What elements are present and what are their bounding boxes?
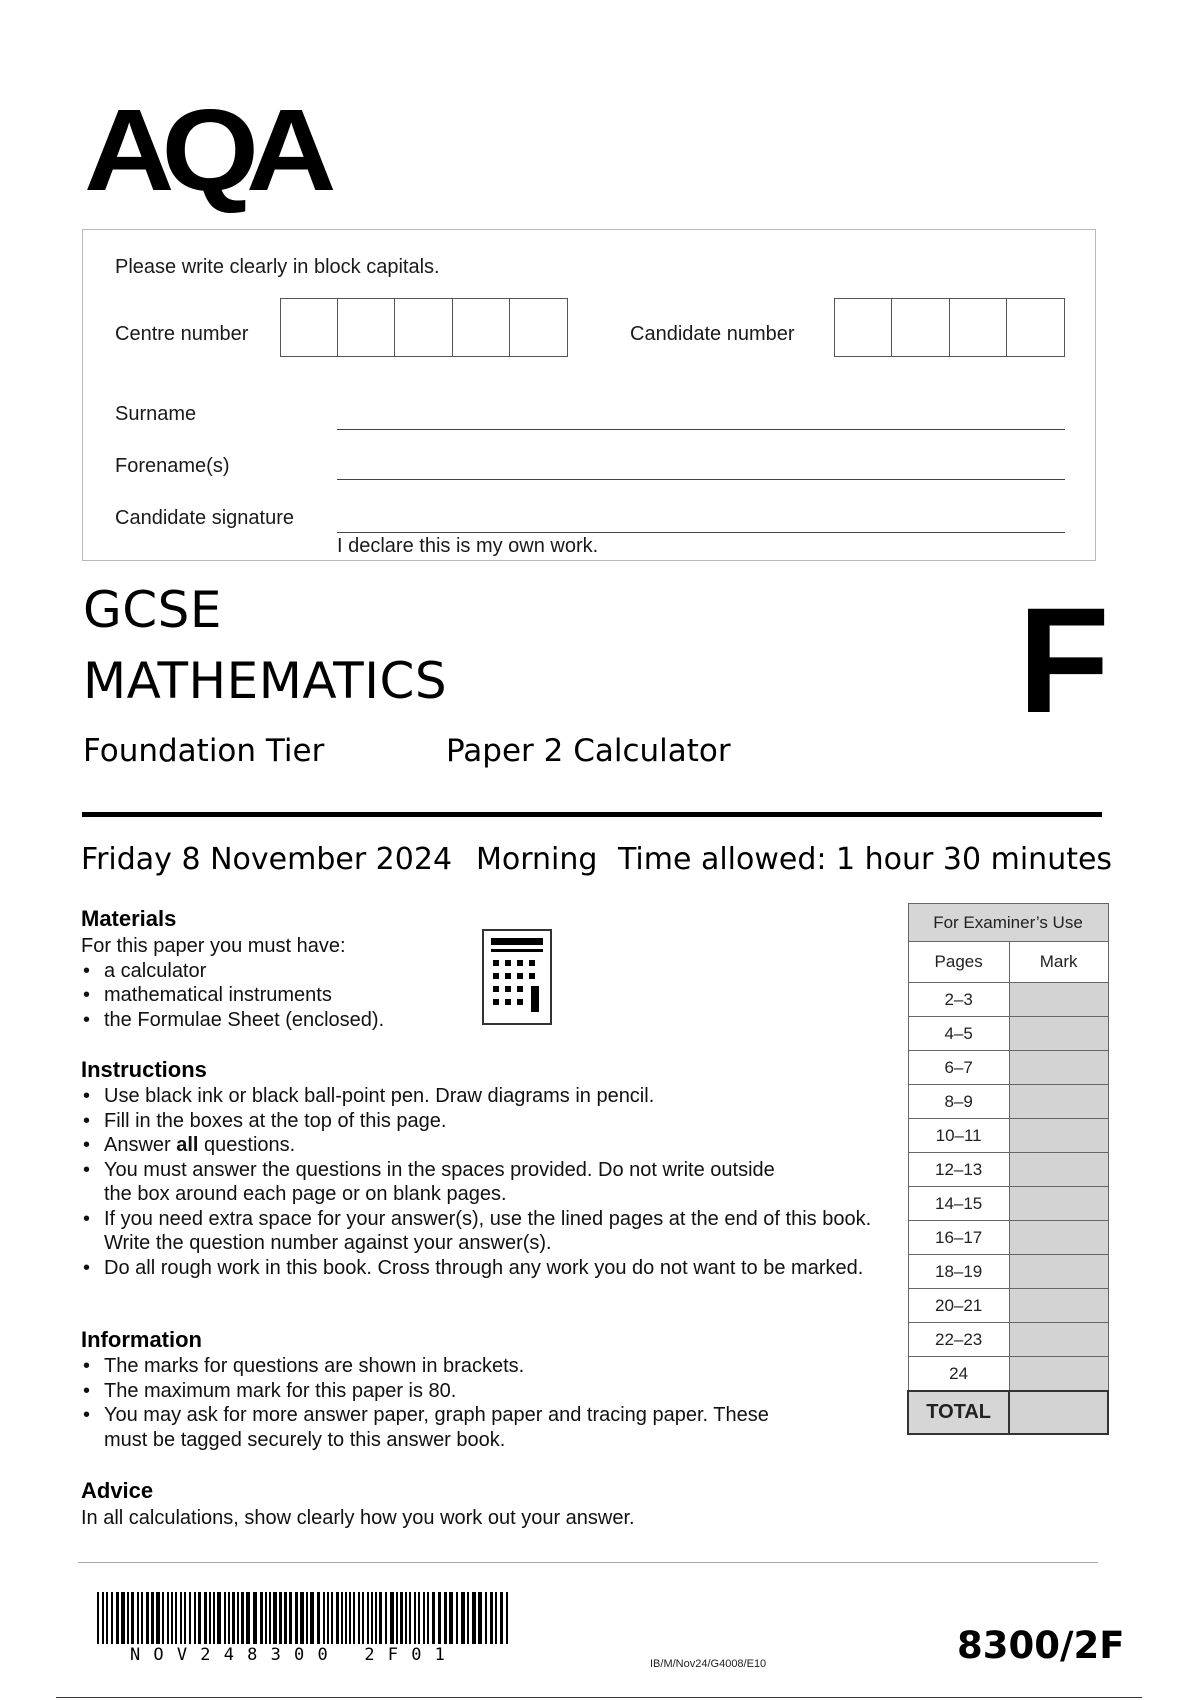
total-mark-cell	[1009, 1391, 1108, 1434]
barcode-bar	[371, 1592, 373, 1644]
barcode-bar	[111, 1592, 113, 1644]
candidate-number-cell[interactable]	[835, 299, 892, 356]
barcode-bar	[485, 1592, 487, 1644]
list-item: • mathematical instruments	[81, 983, 481, 1008]
mark-cell	[1009, 1085, 1108, 1119]
barcode-bar	[362, 1592, 364, 1644]
calculator-icon	[482, 929, 552, 1025]
table-row	[908, 1289, 1108, 1323]
barcode-bar	[358, 1592, 360, 1644]
table-row	[908, 1255, 1108, 1289]
barcode-bar	[279, 1592, 282, 1644]
pages-cell: 24	[908, 1357, 1009, 1392]
table-row	[908, 1153, 1108, 1187]
barcode-bar	[184, 1592, 186, 1644]
barcode-bar	[405, 1592, 407, 1644]
barcode-bar	[385, 1592, 387, 1644]
barcode-bar	[472, 1592, 476, 1644]
list-item: • You must answer the questions in the spaces provided. Do not write outside the box around each page or on blank pages.	[81, 1158, 784, 1207]
centre-number-boxes[interactable]	[280, 298, 568, 357]
barcode-bar	[336, 1592, 339, 1644]
mark-cell	[1009, 1153, 1108, 1187]
list-item: • Use black ink or black ball-point pen. Draw diagrams in pencil.	[81, 1084, 851, 1109]
table-row	[908, 1187, 1108, 1221]
mark-cell	[1009, 1323, 1108, 1357]
barcode-bar	[106, 1592, 108, 1644]
barcode-bar	[300, 1592, 304, 1644]
candidate-number-cell[interactable]	[1007, 299, 1064, 356]
barcode-bar	[156, 1592, 160, 1644]
barcode-bar	[171, 1592, 173, 1644]
time-allowed: Time allowed: 1 hour 30 minutes	[618, 842, 1113, 877]
instructions-list	[81, 1084, 872, 1280]
centre-number-cell[interactable]	[510, 299, 567, 356]
mark-cell	[1009, 1051, 1108, 1085]
barcode-bar	[116, 1592, 119, 1644]
centre-number-cell[interactable]	[281, 299, 338, 356]
list-item: • Fill in the boxes at the top of this page.	[81, 1109, 851, 1134]
signature-field[interactable]	[337, 532, 1065, 533]
barcode-bar	[232, 1592, 235, 1644]
list-item: • Do all rough work in this book. Cross through any work you do not want to be marked.	[81, 1256, 874, 1281]
block-capitals-instruction: Please write clearly in block capitals.	[115, 256, 440, 278]
barcode-bar	[217, 1592, 221, 1644]
barcode-bar	[478, 1592, 482, 1644]
barcode-bar	[284, 1592, 287, 1644]
barcode-bar	[349, 1592, 351, 1644]
barcode-bar	[495, 1592, 497, 1644]
list-item	[81, 1133, 851, 1158]
barcode-bar	[379, 1592, 382, 1644]
barcode-bar	[97, 1592, 99, 1644]
barcode-bar	[137, 1592, 139, 1644]
list-item: • If you need extra space for your answer(s), use the lined pages at the end of this book. Write the question number against your answer(s).	[81, 1207, 874, 1256]
barcode-bar	[295, 1592, 298, 1644]
barcode-bar	[331, 1592, 333, 1644]
information-heading: Information	[81, 1327, 202, 1352]
barcode-bar	[306, 1592, 308, 1644]
mark-cell	[1009, 1255, 1108, 1289]
barcode-bar	[400, 1592, 403, 1644]
aqa-logo: AQA	[84, 85, 324, 215]
pages-cell: 2–3	[908, 983, 1009, 1017]
exam-session: Morning	[476, 842, 598, 877]
barcode-bar	[289, 1592, 292, 1644]
barcode-bar	[209, 1592, 211, 1644]
barcode-bar	[449, 1592, 453, 1644]
tier-name: Foundation Tier	[83, 733, 325, 769]
instructions-heading: Instructions	[81, 1057, 207, 1082]
barcode-bar	[141, 1592, 143, 1644]
calculator-glyph	[484, 931, 550, 1023]
total-row	[908, 1391, 1108, 1434]
pages-cell: 10–11	[908, 1119, 1009, 1153]
barcode-bar	[127, 1592, 129, 1644]
pages-cell: 16–17	[908, 1221, 1009, 1255]
information-section	[81, 1354, 801, 1452]
table-row	[908, 1323, 1108, 1357]
centre-number-cell[interactable]	[338, 299, 395, 356]
barcode-bar	[224, 1592, 226, 1644]
table-row	[908, 1357, 1108, 1392]
barcode-bar	[180, 1592, 182, 1644]
forename-label: Forename(s)	[115, 455, 230, 477]
mark-cell	[1009, 1119, 1108, 1153]
barcode-bar	[456, 1592, 458, 1644]
list-item: • the Formulae Sheet (enclosed).	[81, 1008, 481, 1033]
materials-section	[81, 934, 481, 1032]
barcode-bar	[396, 1592, 398, 1644]
barcode-bar	[146, 1592, 149, 1644]
pages-cell: 20–21	[908, 1289, 1009, 1323]
barcode-bar	[194, 1592, 196, 1644]
barcode-bar	[367, 1592, 369, 1644]
barcode-bar	[375, 1592, 377, 1644]
materials-list	[81, 959, 481, 1033]
pages-cell: 12–13	[908, 1153, 1009, 1187]
subject-title: MATHEMATICS	[83, 652, 448, 710]
information-list	[81, 1354, 801, 1452]
barcode-bar	[269, 1592, 271, 1644]
forename-field[interactable]	[337, 479, 1065, 480]
mark-cell	[1009, 1187, 1108, 1221]
table-row	[908, 1085, 1108, 1119]
page-bottom-rule	[56, 1697, 1142, 1698]
surname-label: Surname	[115, 403, 197, 425]
barcode-bar	[260, 1592, 263, 1644]
total-label: TOTAL	[908, 1391, 1009, 1434]
barcode-bar	[162, 1592, 164, 1644]
examiner-use-table	[907, 903, 1109, 1435]
pages-cell: 8–9	[908, 1085, 1009, 1119]
barcode-bar	[490, 1592, 493, 1644]
list-item: • a calculator	[81, 959, 481, 984]
barcode-bar	[423, 1592, 425, 1644]
pages-cell: 14–15	[908, 1187, 1009, 1221]
barcode-bar	[323, 1592, 325, 1644]
barcode-bar	[409, 1592, 411, 1644]
barcode-bar	[237, 1592, 239, 1644]
barcode-bar	[461, 1592, 465, 1644]
barcode-bar	[500, 1592, 503, 1644]
barcode-bar	[438, 1592, 441, 1644]
table-row	[908, 1051, 1108, 1085]
mark-cell	[1009, 1289, 1108, 1323]
barcode-bar	[102, 1592, 104, 1644]
barcode-bar	[198, 1592, 201, 1644]
barcode-bar	[341, 1592, 343, 1644]
barcode-bar	[121, 1592, 125, 1644]
paper-code: 8300/2F	[957, 1624, 1125, 1667]
pages-column-header: Pages	[908, 942, 1009, 983]
barcode-bar	[265, 1592, 267, 1644]
table-row	[908, 1221, 1108, 1255]
candidate-number-cell[interactable]	[892, 299, 949, 356]
centre-number-cell[interactable]	[453, 299, 510, 356]
examiner-table-title: For Examiner’s Use	[908, 904, 1108, 942]
barcode-bar	[444, 1592, 447, 1644]
declaration-text: I declare this is my own work.	[337, 535, 599, 557]
barcode-bar	[345, 1592, 347, 1644]
barcode-bar	[131, 1592, 134, 1644]
signature-label: Candidate signature	[115, 507, 295, 529]
surname-field[interactable]	[337, 429, 1065, 430]
candidate-number-label: Candidate number	[630, 323, 795, 345]
qualification-title: GCSE	[83, 581, 222, 639]
barcode-bar	[418, 1592, 420, 1644]
barcode-bar	[353, 1592, 355, 1644]
barcode-bar	[467, 1592, 469, 1644]
barcode-bar	[246, 1592, 250, 1644]
barcode-image	[97, 1592, 511, 1650]
barcode-bar	[414, 1592, 416, 1644]
barcode-bar	[327, 1592, 329, 1644]
barcode-bar	[317, 1592, 320, 1644]
barcode-bar	[506, 1592, 508, 1644]
table-row	[908, 1119, 1108, 1153]
answer-all-prefix: Answer	[104, 1134, 177, 1156]
table-row	[908, 983, 1108, 1017]
barcode-bar	[175, 1592, 177, 1644]
centre-number-cell[interactable]	[395, 299, 452, 356]
barcode-bar	[427, 1592, 429, 1644]
instructions-section	[81, 1084, 872, 1280]
barcode-bar	[151, 1592, 154, 1644]
barcode-bar	[432, 1592, 435, 1644]
barcode-bar	[241, 1592, 244, 1644]
pages-cell: 22–23	[908, 1323, 1009, 1357]
mark-cell	[1009, 1017, 1108, 1051]
pages-cell: 18–19	[908, 1255, 1009, 1289]
barcode-bar	[273, 1592, 277, 1644]
candidate-number-boxes[interactable]	[834, 298, 1065, 357]
barcode-bar	[189, 1592, 191, 1644]
document-reference: IB/M/Nov24/G4008/E10	[650, 1658, 767, 1670]
materials-intro: For this paper you must have:	[81, 935, 346, 957]
footer-divider	[78, 1562, 1098, 1563]
centre-number-label: Centre number	[115, 323, 249, 345]
materials-heading: Materials	[81, 906, 177, 931]
barcode-text: NOV248300 2F01	[130, 1645, 459, 1665]
exam-date: Friday 8 November 2024	[81, 842, 453, 877]
paper-name: Paper 2 Calculator	[446, 733, 731, 769]
answer-all-bold: all	[176, 1134, 199, 1156]
list-item: • You may ask for more answer paper, graph paper and tracing paper. These must be tagged securely to this answer book.	[81, 1403, 784, 1452]
barcode-bar	[228, 1592, 230, 1644]
tier-letter: F	[1018, 576, 1110, 744]
barcode-bar	[390, 1592, 394, 1644]
barcode-bar	[253, 1592, 257, 1644]
title-divider	[82, 812, 1102, 817]
candidate-number-cell[interactable]	[950, 299, 1007, 356]
pages-cell: 4–5	[908, 1017, 1009, 1051]
mark-cell	[1009, 983, 1108, 1017]
pages-cell: 6–7	[908, 1051, 1009, 1085]
mark-column-header: Mark	[1009, 942, 1108, 983]
list-item: • The maximum mark for this paper is 80.	[81, 1379, 801, 1404]
table-row	[908, 1017, 1108, 1051]
mark-cell	[1009, 1221, 1108, 1255]
list-item: • The marks for questions are shown in brackets.	[81, 1354, 801, 1379]
barcode-bar	[167, 1592, 169, 1644]
barcode-bar	[204, 1592, 207, 1644]
mark-cell	[1009, 1357, 1108, 1392]
advice-text: In all calculations, show clearly how you work out your answer.	[81, 1507, 635, 1529]
barcode-bar	[310, 1592, 314, 1644]
answer-all-suffix: questions.	[198, 1134, 296, 1156]
barcode-bar	[213, 1592, 215, 1644]
advice-heading: Advice	[81, 1478, 154, 1503]
